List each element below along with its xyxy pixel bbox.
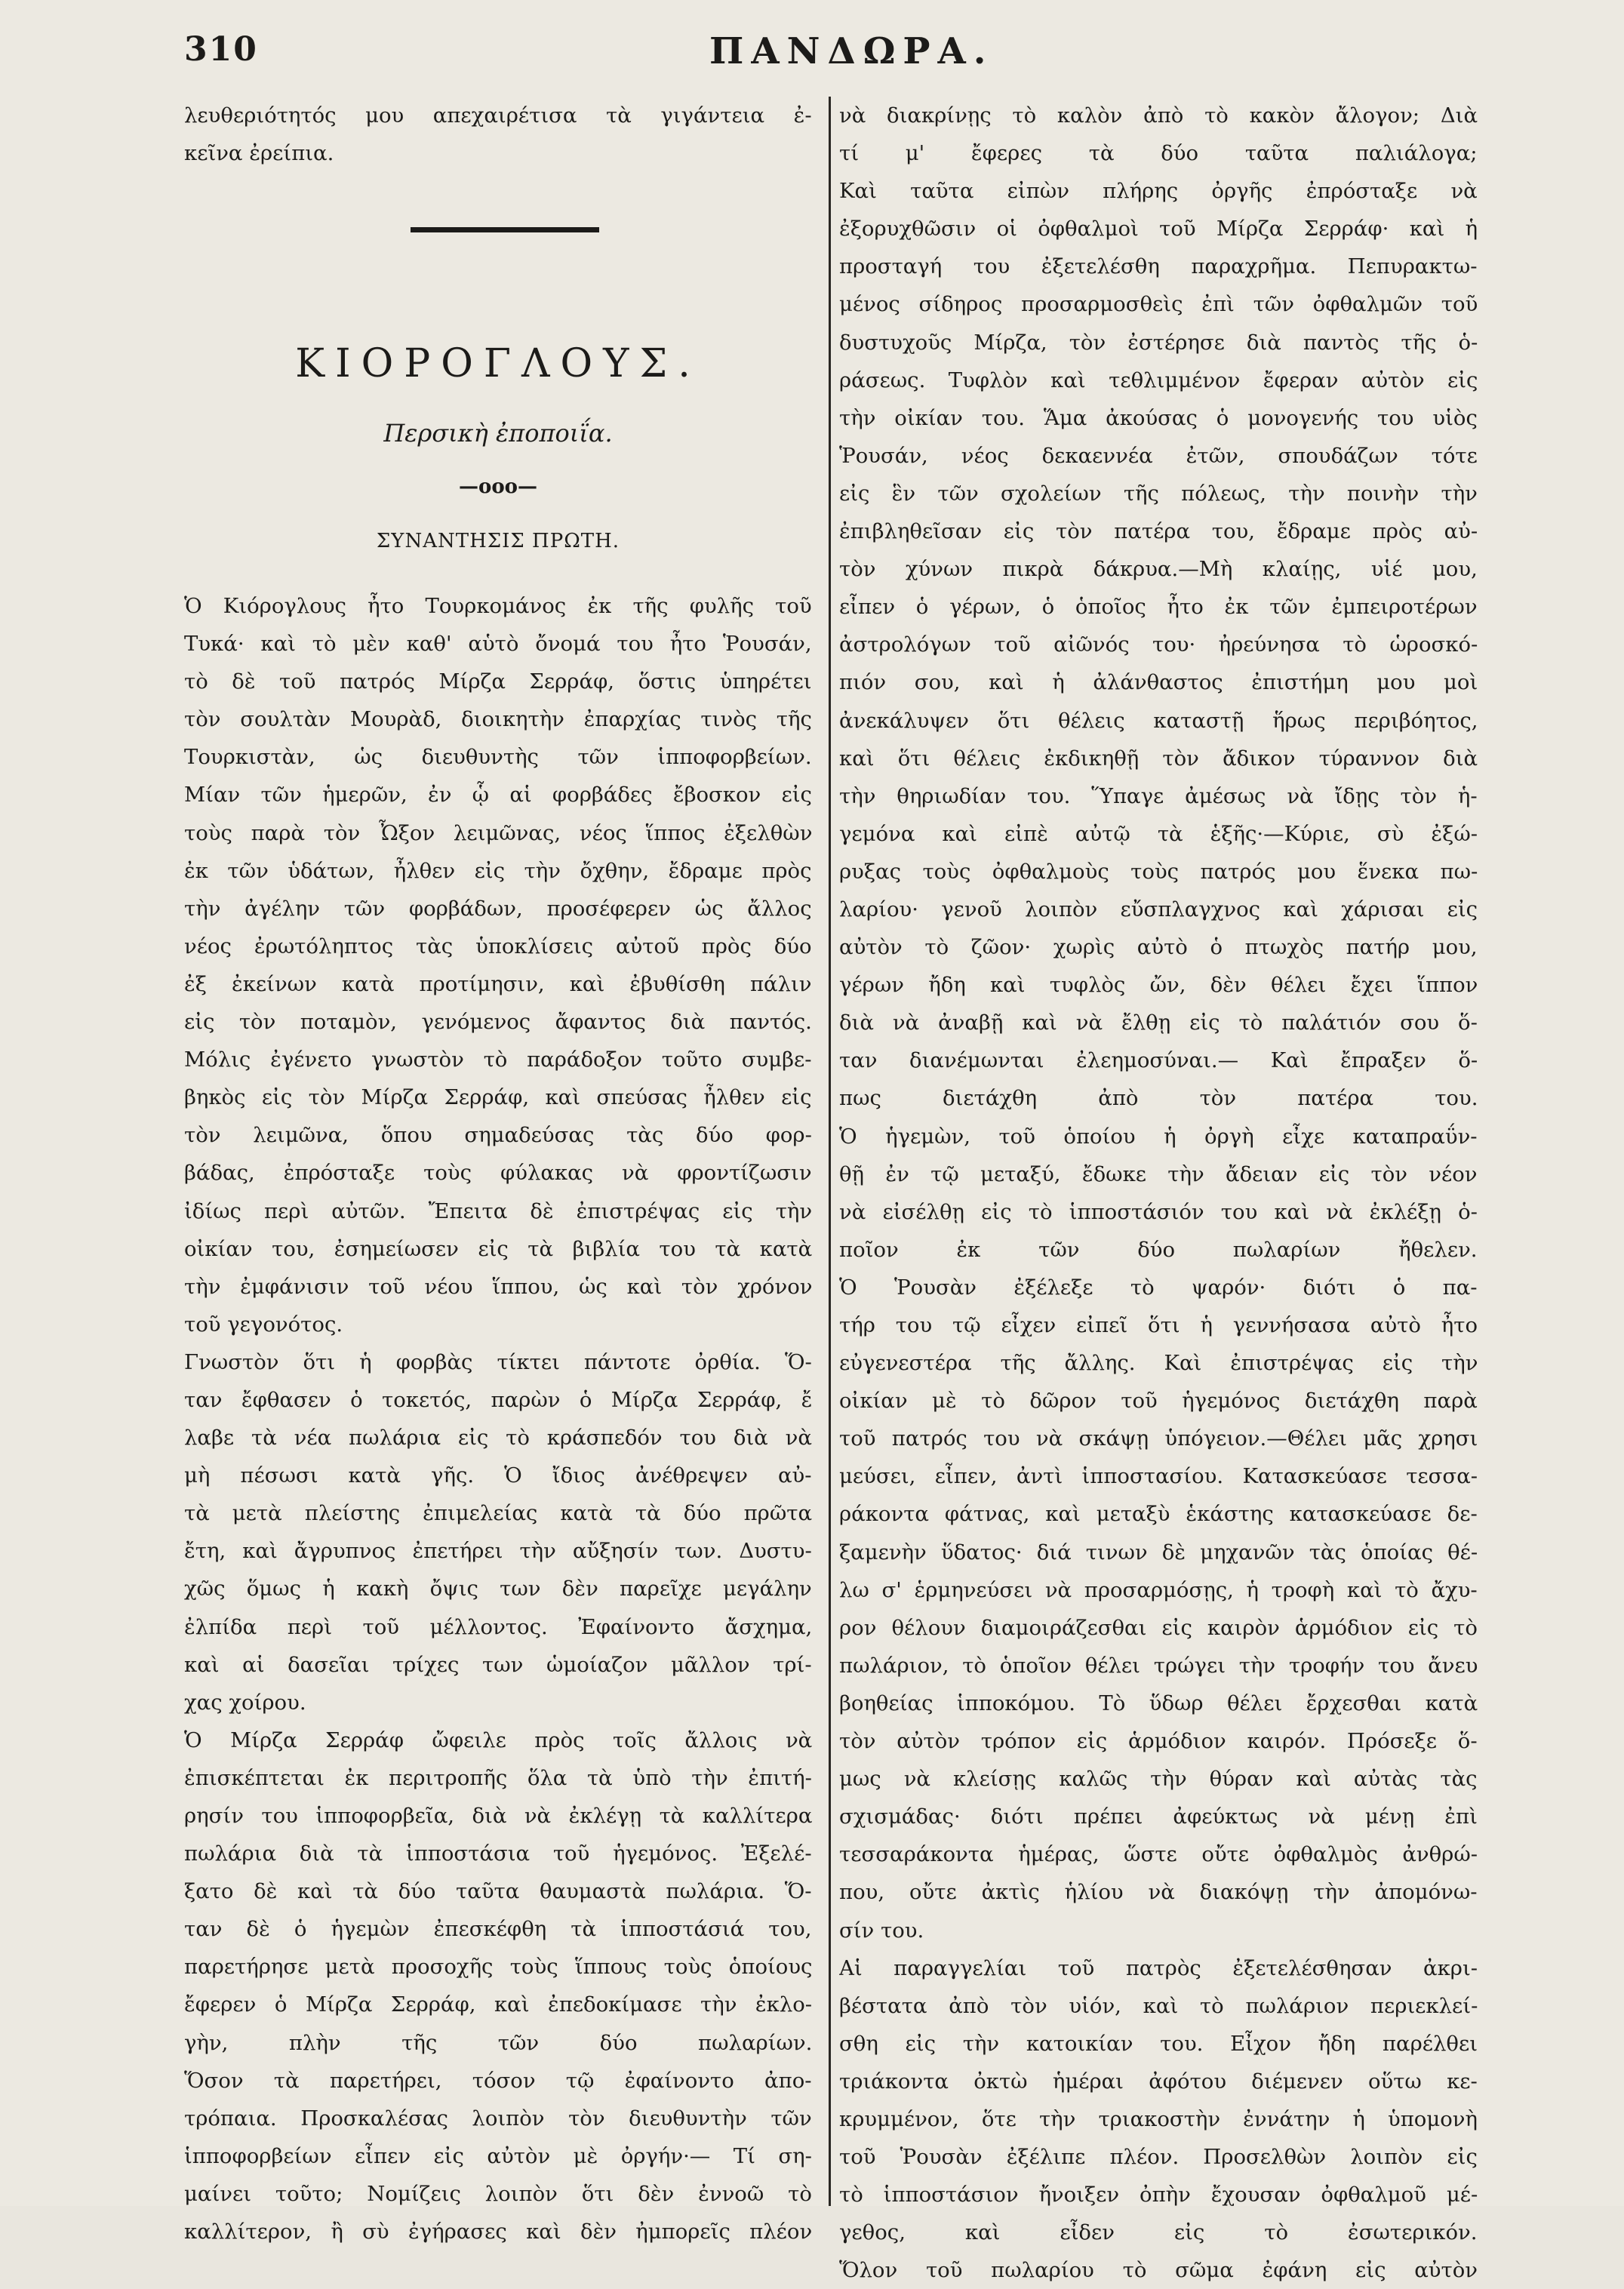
text-line: χῶς ὅμως ἡ κακὴ ὄψις των δὲν παρεῖχε μεγάλην (184, 1577, 812, 1601)
text-line: τεσσαράκοντα ἡμέρας, ὥστε οὔτε ὀφθαλμὸς ἀνθρώ- (839, 1842, 1478, 1867)
text-line: τὸ ἱπποστάσιον ἤνοιξεν ὀπὴν ἔχουσαν ὀφθαλμοῦ μέ- (839, 2183, 1478, 2207)
text-line: ἰδίως περὶ αὐτῶν. Ἔπειτα δὲ ἐπιστρέψας εἰς τὴν (184, 1198, 812, 1223)
text-line: μεύσει, εἶπεν, ἀντὶ ἱπποστασίου. Κατασκεύασε τεσσα- (839, 1464, 1478, 1489)
text-line: σίν του. (839, 1918, 924, 1943)
text-line: οἰκίαν του, ἐσημείωσεν εἰς τὰ βιβλία του τὰ κατὰ (184, 1236, 812, 1261)
text-line: Ὅλον τοῦ πωλαρίου τὸ σῶμα ἐφάνη εἰς αὐτὸν (839, 2258, 1478, 2283)
text-line: δυστυχοῦς Μίρζα, τὸν ἐστέρησε διὰ παντὸς τῆς ὁ- (839, 330, 1478, 355)
text-line: εἰς τὸν ποταμὸν, γενόμενος ἄφαντος διὰ παντός. (184, 1010, 812, 1035)
text-line: ρυξας τοὺς ὀφθαλμοὺς τοὺς πατρός μου ἕνεκα πω- (839, 859, 1478, 884)
text-line: τὸν λειμῶνα, ὅπου σημαδεύσας τὰς δύο φορ- (184, 1123, 812, 1148)
text-line: λευθεριότητός μου απεχαιρέτισα τὰ γιγάντεια ἐ- (184, 103, 812, 128)
text-line: εὐγενεστέρα τῆς ἄλλης. Καὶ ἐπιστρέψας εἰς τὴν (839, 1351, 1478, 1376)
text-line: πωλάριον, τὸ ὁποῖον θέλει τρώγει τὴν τροφήν του ἄνευ (839, 1653, 1478, 1678)
text-line: Καὶ ταῦτα εἰπὼν πλήρης ὀργῆς ἐπρόσταξε νὰ (839, 179, 1478, 204)
text-line: Ὁ Μίρζα Σερράφ ὤφειλε πρὸς τοῖς ἄλλοις νὰ (184, 1728, 812, 1752)
text-line: Μίαν τῶν ἡμερῶν, ἐν ᾧ αἱ φορβάδες ἔβοσκον εἰς (184, 783, 812, 808)
text-line: τὴν θηριωδίαν του. Ὕπαγε ἀμέσως νὰ ἴδῃς τὸν ἡ- (839, 783, 1478, 808)
text-line: κρυμμένον, ὅτε τὴν τριακοστὴν ἐννάτην ἡ ὑπομονὴ (839, 2106, 1478, 2131)
text-line: βοηθείας ἱπποκόμου. Τὸ ὕδωρ θέλει ἔρχεσθαι κατὰ (839, 1691, 1478, 1715)
text-line: μένος σίδηρος προσαρμοσθεὶς ἐπὶ τῶν ὀφθαλμῶν τοῦ (839, 292, 1478, 317)
text-line: καὶ αἱ δασεῖαι τρίχες των ὡμοίαζον μᾶλλον τρί- (184, 1652, 812, 1677)
text-line: τριάκοντα ὀκτὼ ἡμέραι ἀφότου διέμενεν οὕτω κε- (839, 2069, 1478, 2094)
text-line: τὴν ἐμφάνισιν τοῦ νέου ἵππου, ὡς καὶ τὸν χρόνον (184, 1274, 812, 1299)
right-column-body (839, 97, 1478, 2289)
text-line: θῇ ἐν τῷ μεταξύ, ἔδωκε τὴν ἄδειαν εἰς τὸν νέον (839, 1161, 1478, 1186)
text-line: Ὁ Κιόρογλους ἦτο Τουρκομάνος ἐκ τῆς φυλῆς τοῦ (184, 594, 812, 618)
text-line: ἔφερεν ὁ Μίρζα Σερράφ, καὶ ἐπεδοκίμασε τὴν ἐκλο- (184, 1992, 812, 2017)
text-line: λω σ' ἑρμηνεύσει νὰ προσαρμόσῃς, ἡ τροφὴ καὶ τὸ ἄχυ- (839, 1577, 1478, 1602)
text-line: Αἱ παραγγελίαι τοῦ πατρὸς ἐξετελέσθησαν ἀκρι- (839, 1955, 1478, 1980)
text-line: ταν ἔφθασεν ὁ τοκετός, παρὼν ὁ Μίρζα Σερράφ, ἔ (184, 1387, 812, 1412)
text-line: βηκὸς εἰς τὸν Μίρζα Σερράφ, καὶ σπεύσας ἦλθεν εἰς (184, 1085, 812, 1110)
title-rule (411, 227, 599, 232)
page-number: 310 (184, 30, 258, 69)
text-line: σχισμάδας· διότι πρέπει ἀφεύκτως νὰ μένῃ ἐπὶ (839, 1804, 1478, 1829)
text-line: κεῖνα ἐρείπια. (184, 141, 334, 166)
text-line: ἔτη, καὶ ἄγρυπνος ἐπετήρει τὴν αὔξησίν των. Δυστυ- (184, 1539, 812, 1564)
text-line: Ὁ Ῥουσὰν ἐξέλεξε τὸ ψαρόν· διότι ὁ πα- (839, 1275, 1478, 1300)
text-line: ἐπισκέπτεται ἐκ περιτροπῆς ὅλα τὰ ὑπὸ τὴν ἐπιτή- (184, 1765, 812, 1790)
text-line: μως νὰ κλείσῃς καλῶς τὴν θύραν καὶ αὐτὰς τὰς (839, 1767, 1478, 1792)
text-line: γεμόνα καὶ εἰπὲ αὐτῷ τὰ ἑξῆς·—Κύριε, σὺ ἐξώ- (839, 821, 1478, 846)
ornament: —ooo— (458, 475, 538, 498)
text-line: τὴν ἀγέλην τῶν φορβάδων, προσέφερεν ὡς ἄλλος (184, 896, 812, 921)
text-line: διὰ νὰ ἀναβῇ καὶ νὰ ἔλθῃ εἰς τὸ παλάτιόν σου ὅ- (839, 1011, 1478, 1035)
text-line: τοὺς παρὰ τὸν Ὦξον λειμῶνας, νέος ἵππος ἐξελθὼν (184, 820, 812, 845)
text-line: καὶ ὅτι θέλεις ἐκδικηθῇ τὸν ἄδικον τύραννον διὰ (839, 746, 1478, 771)
text-line: ρησίν του ἱπποφορβεῖα, διὰ νὰ ἐκλέγῃ τὰ καλλίτερα (184, 1804, 812, 1828)
text-line: οἰκίαν μὲ τὸ δῶρον τοῦ ἡγεμόνος διετάχθη παρὰ (839, 1389, 1478, 1414)
text-line: ἀνεκάλυψεν ὅτι θέλεις καταστῇ ἥρως περιβόητος, (839, 708, 1478, 733)
text-line: τὸν αὐτὸν τρόπον εἰς ἁρμόδιον καιρόν. Πρόσεξε ὅ- (839, 1729, 1478, 1754)
text-line: ρον θέλουν διαμοιράζεσθαι εἰς καιρὸν ἁρμόδιον εἰς τὸ (839, 1615, 1478, 1640)
left-column-top (184, 97, 812, 172)
text-line: ξαμενὴν ὕδατος· διά τινων δὲ μηχανῶν τὰς ὁποίας θέ- (839, 1540, 1478, 1564)
text-line: τὴν οἰκίαν του. Ἅμα ἀκούσας ὁ μονογενής του υἱὸς (839, 405, 1478, 430)
text-line: ταν δὲ ὁ ἡγεμὼν ἐπεσκέφθη τὰ ἱπποστάσιά του, (184, 1917, 812, 1942)
text-line: μαίνει τοῦτο; Νομίζεις λοιπὸν ὅτι δὲν ἐννοῶ τὸ (184, 2181, 812, 2206)
text-line: ταν διανέμωνται ἐλεημοσύναι.— Καὶ ἔπραξεν ὅ- (839, 1048, 1478, 1073)
text-line: βάδας, ἐπρόσταξε τοὺς φύλακας νὰ φροντίζωσιν (184, 1161, 812, 1186)
text-line: τὸν χύνων πικρὰ δάκρυα.—Μὴ κλαίῃς, υἱέ μου, (839, 557, 1478, 582)
text-line: αὐτὸν τὸ ζῶον· χωρὶς αὐτὸ ὁ πτωχὸς πατήρ μου, (839, 935, 1478, 960)
text-line: Τουρκιστὰν, ὡς διευθυντὴς τῶν ἱπποφορβείων. (184, 745, 812, 770)
text-line: ράκοντα φάτνας, καὶ μεταξὺ ἑκάστης κατασκεύασε δε- (839, 1502, 1478, 1527)
text-line: βέστατα ἀπὸ τὸν υἱόν, καὶ τὸ πωλάριον περιεκλεί- (839, 1993, 1478, 2018)
article-subtitle: Περσικὴ ἐποποιΐα. (383, 419, 613, 448)
text-line: ἐξ ἐκείνων κατὰ προτίμησιν, καὶ ἐβυθίσθη πάλιν (184, 971, 812, 996)
text-line: ἐξορυχθῶσιν οἱ ὀφθαλμοὶ τοῦ Μίρζα Σερράφ· καὶ ἡ (839, 217, 1478, 242)
section-heading: ΣΥΝΑΝΤΗΣΙΣ ΠΡΩΤΗ. (376, 530, 620, 552)
text-line: εἰς ἓν τῶν σχολείων τῆς πόλεως, τὴν ποινὴν τὴν (839, 481, 1478, 506)
text-line: λαρίου· γενοῦ λοιπὸν εὔσπλαγχνος καὶ χάρισαι εἰς (839, 897, 1478, 921)
text-line: πιόν σου, καὶ ἡ ἀλάνθαστος ἐπιστήμη μου μοὶ (839, 670, 1478, 695)
text-line: τοῦ Ῥουσὰν ἐξέλιπε πλέον. Προσελθὼν λοιπὸν εἰς (839, 2145, 1478, 2170)
text-line: ἐκ τῶν ὑδάτων, ἦλθεν εἰς τὴν ὄχθην, ἔδραμε πρὸς (184, 858, 812, 883)
text-line: Ὅσον τὰ παρετήρει, τόσον τῷ ἐφαίνοντο ἀπο- (184, 2068, 812, 2093)
text-line: τὰ μετὰ πλείστης ἐπιμελείας κατὰ τὰ δύο πρῶτα (184, 1501, 812, 1526)
text-line: ἱπποφορβείων εἶπεν εἰς αὐτὸν μὲ ὀργήν·— Τί ση- (184, 2143, 812, 2168)
left-column-body (184, 587, 812, 2251)
text-line: Τυκά· καὶ τὸ μὲν καθ' αὑτὸ ὄνομά του ἦτο Ῥουσάν, (184, 632, 812, 657)
article-title: ΚΙΟΡΟΓΛΟΥΣ. (295, 341, 701, 386)
text-line: Ὁ ἡγεμὼν, τοῦ ὁποίου ἡ ὀργὴ εἶχε καταπραΰν- (839, 1124, 1478, 1149)
text-line: τοῦ πατρός του νὰ σκάψῃ ὑπόγειον.—Θέλει μᾶς χρησι (839, 1426, 1478, 1451)
text-line: ποῖον ἐκ τῶν δύο πωλαρίων ἤθελεν. (839, 1237, 1478, 1262)
text-line: ἐπιβληθεῖσαν εἰς τὸν πατέρα του, ἔδραμε πρὸς αὐ- (839, 519, 1478, 544)
text-line: προσταγή του ἐξετελέσθη παραχρῆμα. Πεπυρακτω- (839, 254, 1478, 279)
journal-title: ΠΑΝΔΩΡΑ. (709, 30, 994, 72)
text-line: νὰ διακρίνῃς τὸ καλὸν ἀπὸ τὸ κακὸν ἄλογον; Διὰ (839, 103, 1478, 128)
text-line: σθη εἰς τὴν κατοικίαν του. Εἶχον ἤδη παρέλθει (839, 2031, 1478, 2056)
column-divider (829, 97, 831, 2206)
text-line: παρετήρησε μετὰ προσοχῆς τοὺς ἵππους τοὺς ὁποίους (184, 1955, 812, 1980)
text-line: τρόπαια. Προσκαλέσας λοιπὸν τὸν διευθυντὴν τῶν (184, 2106, 812, 2131)
text-line: γεθος, καὶ εἶδεν εἰς τὸ ἐσωτερικόν. (839, 2220, 1478, 2245)
text-line: ράσεως. Τυφλὸν καὶ τεθλιμμένον ἔφεραν αὐτὸν εἰς (839, 368, 1478, 392)
text-line: πωλάρια διὰ τὰ ἱπποστάσια τοῦ ἡγεμόνος. Ἐξελέ- (184, 1841, 812, 1866)
text-line: νέος ἐρωτόληπτος τὰς ὑποκλίσεις αὐτοῦ πρὸς δύο (184, 934, 812, 958)
text-line: τὸν σουλτὰν Μουρὰδ, διοικητὴν ἐπαρχίας τινὸς τῆς (184, 707, 812, 732)
text-line: Γνωστὸν ὅτι ἡ φορβὰς τίκτει πάντοτε ὀρθία. Ὅ- (184, 1349, 812, 1374)
text-line: γέρων ἤδη καὶ τυφλὸς ὤν, δὲν θέλει ἔχει ἵππον (839, 973, 1478, 998)
text-line: τὸ δὲ τοῦ πατρός Μίρζα Σερράφ, ὅστις ὑπηρέτει (184, 669, 812, 694)
text-line: εἶπεν ὁ γέρων, ὁ ὁποῖος ἦτο ἐκ τῶν ἐμπειροτέρων (839, 595, 1478, 620)
text-line: τί μ' ἔφερες τὰ δύο ταῦτα παλιάλογα; (839, 141, 1478, 166)
text-line: Μόλις ἐγένετο γνωστὸν τὸ παράδοξον τοῦτο συμβε- (184, 1048, 812, 1072)
text-line: πως διετάχθη ἀπὸ τὸν πατέρα του. (839, 1086, 1478, 1111)
text-line: νὰ εἰσέλθῃ εἰς τὸ ἱπποστάσιόν του καὶ νὰ ἐκλέξῃ ὁ- (839, 1199, 1478, 1224)
text-line: ξατο δὲ καὶ τὰ δύο ταῦτα θαυμαστὰ πωλάρια. Ὅ- (184, 1879, 812, 1904)
text-line: χας χοίρου. (184, 1690, 306, 1715)
text-line: τοῦ γεγονότος. (184, 1312, 343, 1337)
text-line: μὴ πέσωσι κατὰ γῆς. Ὁ ἴδιος ἀνέθρεψεν αὐ- (184, 1463, 812, 1488)
text-line: γὴν, πλὴν τῆς τῶν δύο πωλαρίων. (184, 2030, 812, 2055)
text-line: λαβε τὰ νέα πωλάρια εἰς τὸ κράσπεδόν του διὰ νὰ (184, 1426, 812, 1451)
text-line: ἐλπίδα περὶ τοῦ μέλλοντος. Ἐφαίνοντο ἄσχημα, (184, 1614, 812, 1639)
text-line: τήρ του τῷ εἶχεν εἰπεῖ ὅτι ἡ γεννήσασα αὐτὸ ἦτο (839, 1313, 1478, 1337)
text-line: Ῥουσάν, νέος δεκαεννέα ἐτῶν, σπουδάζων τότε (839, 443, 1478, 468)
text-line: που, οὔτε ἀκτὶς ἡλίου νὰ διακόψῃ τὴν ἀπομόνω- (839, 1880, 1478, 1905)
text-line: καλλίτερον, ἢ σὺ ἐγήρασες καὶ δὲν ἠμπορεῖς πλέον (184, 2220, 812, 2244)
text-line: ἀστρολόγων τοῦ αἰῶνός του· ἠρεύνησα τὸ ὡροσκό- (839, 632, 1478, 657)
